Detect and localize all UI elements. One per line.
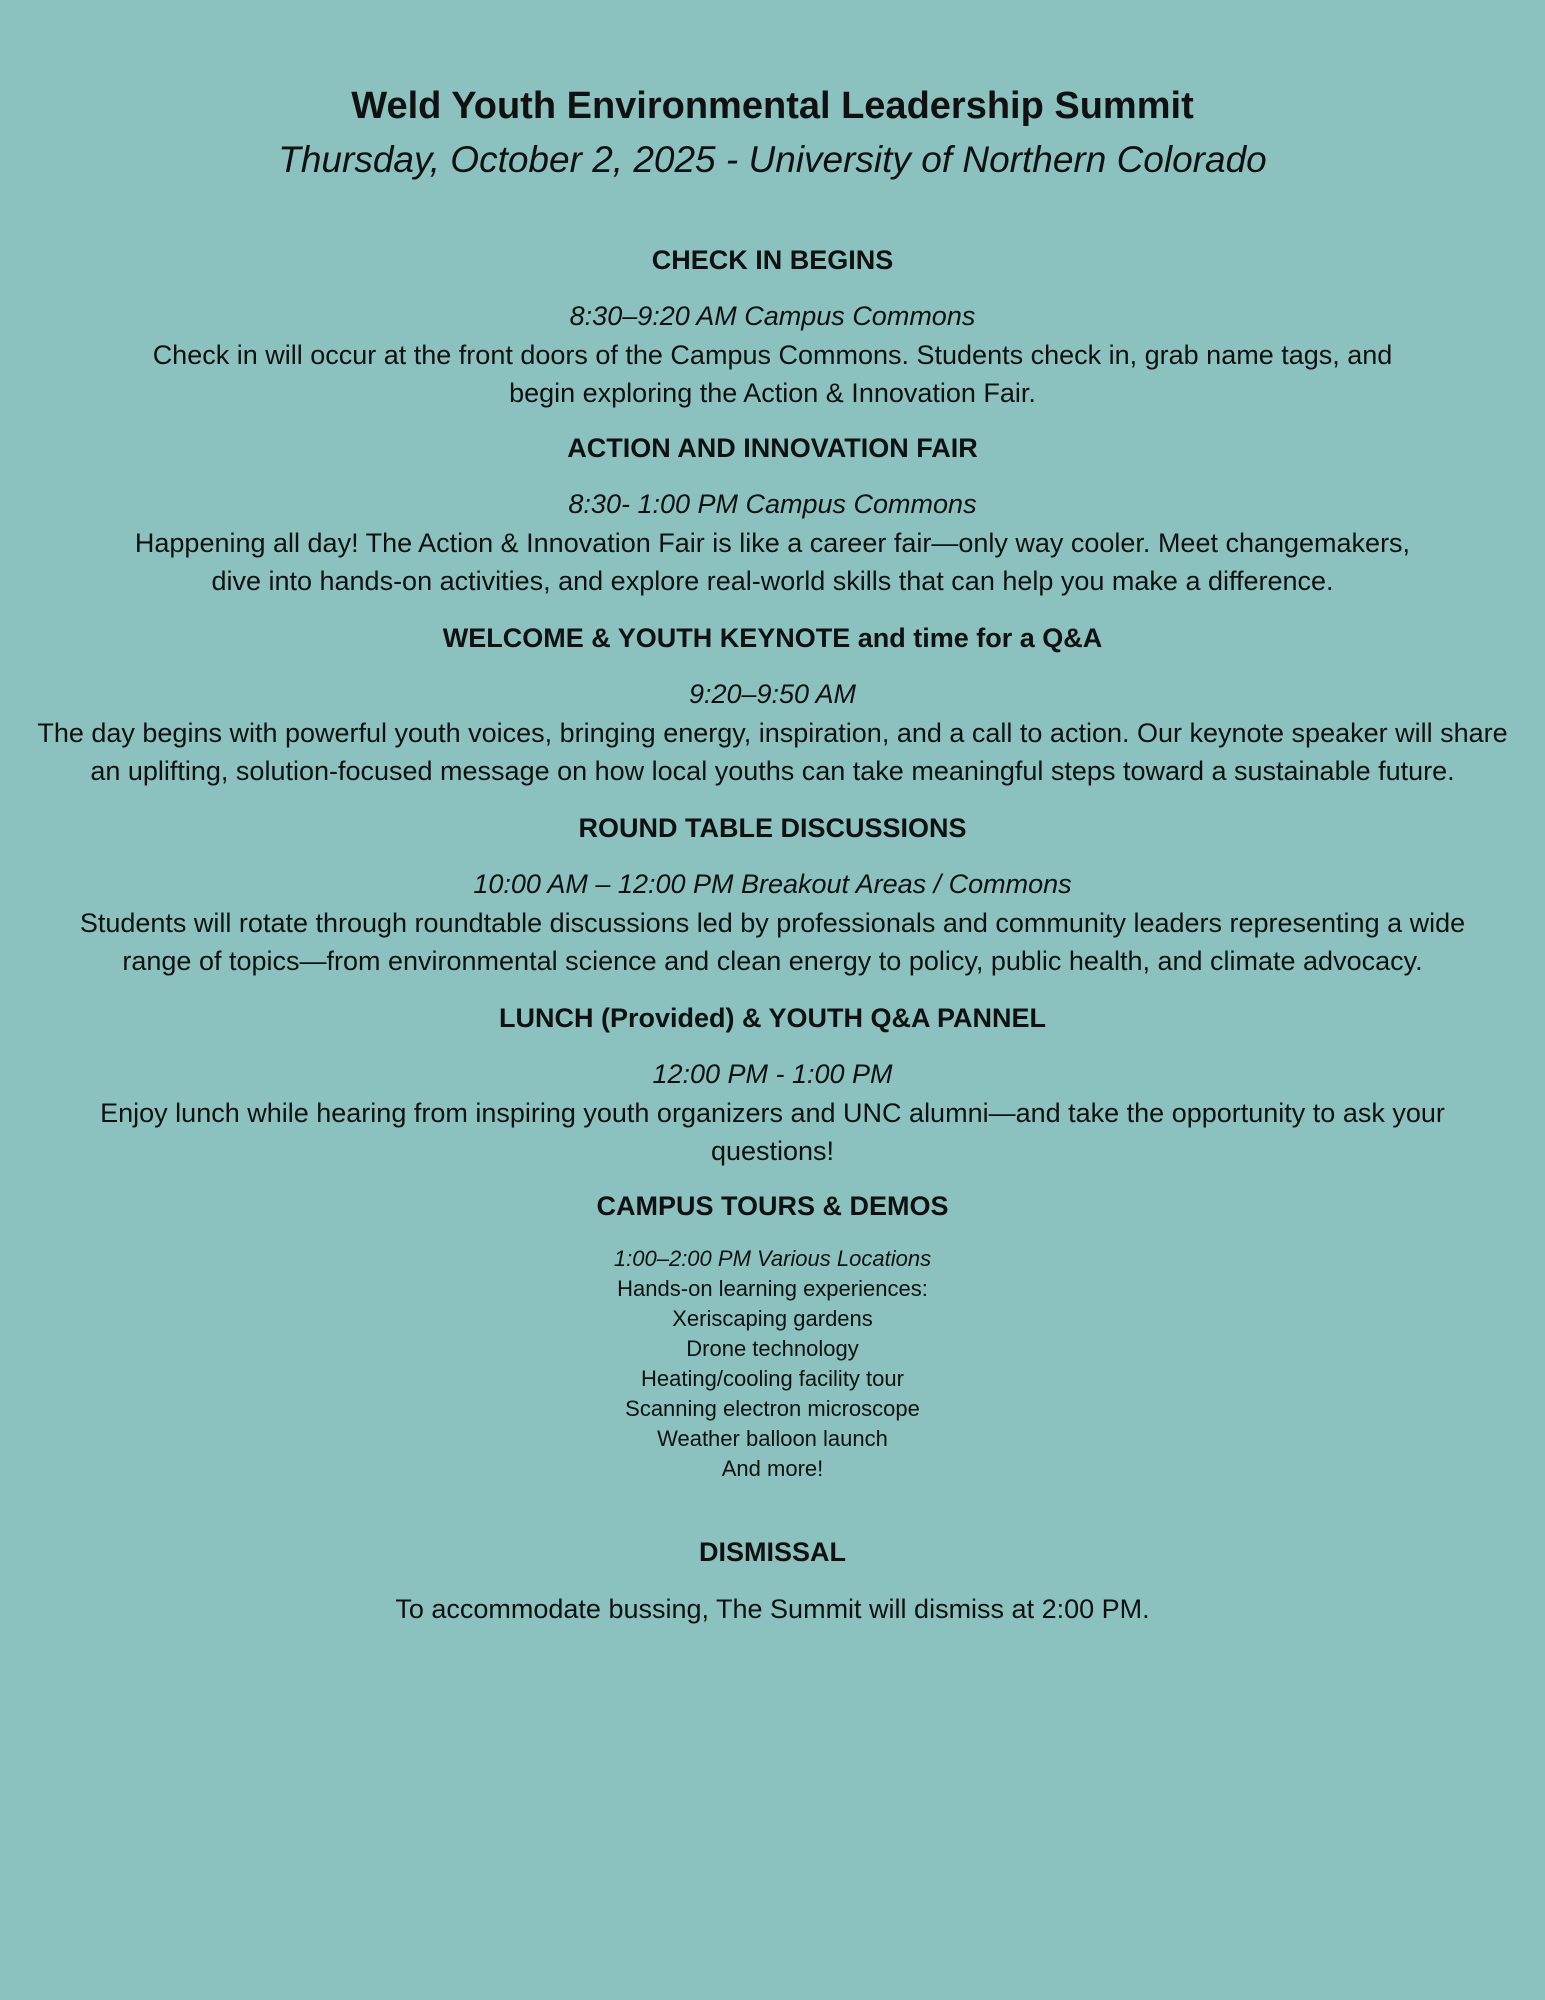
- section-heading: WELCOME & YOUTH KEYNOTE and time for a Q&A: [442, 623, 1103, 653]
- section-heading: CHECK IN BEGINS: [651, 245, 894, 275]
- list-item: Hands-on learning experiences:: [617, 1276, 928, 1301]
- section-time: 1:00–2:00 PM Various Locations: [613, 1246, 932, 1271]
- section-lunch-panel: [43, 1000, 1503, 1170]
- section-time: 8:30- 1:00 PM Campus Commons: [568, 489, 977, 519]
- section-time: 10:00 AM – 12:00 PM Breakout Areas / Commons: [473, 869, 1072, 899]
- section-time: 9:20–9:50 AM: [688, 679, 857, 709]
- list-item: Drone technology: [686, 1336, 859, 1361]
- section-description: Check in will occur at the front doors of the Campus Commons. Students check in, grab name tags, and begin exploring the Action & Innovation Fair.: [152, 340, 1393, 408]
- section-description: To accommodate bussing, The Summit will dismiss at 2:00 PM.: [395, 1594, 1150, 1624]
- section-description: Enjoy lunch while hearing from inspiring youth organizers and UNC alumni—and take the opportunity to ask your questions!: [100, 1098, 1445, 1166]
- page-title: Weld Youth Environmental Leadership Summit: [351, 85, 1194, 127]
- page-subtitle: Thursday, October 2, 2025 - University of Northern Colorado: [278, 139, 1267, 180]
- list-item: Scanning electron microscope: [625, 1396, 920, 1421]
- section-heading: CAMPUS TOURS & DEMOS: [596, 1191, 949, 1221]
- list-item: Heating/cooling facility tour: [641, 1366, 904, 1391]
- section-time: 8:30–9:20 AM Campus Commons: [569, 301, 976, 331]
- list-item: Weather balloon launch: [657, 1426, 888, 1451]
- section-round-table: [43, 810, 1503, 980]
- section-description: Happening all day! The Action & Innovation Fair is like a career fair—only way cooler. Meet changemakers, dive into hands-on activities, and explore real-world skills that can help you make a difference.: [134, 528, 1411, 596]
- section-campus-tours: [123, 1188, 1423, 1484]
- section-check-in: [123, 242, 1423, 412]
- section-welcome-keynote: [33, 620, 1513, 790]
- section-dismissal: [123, 1534, 1423, 1628]
- list-item: And more!: [721, 1456, 824, 1481]
- section-heading: ACTION AND INNOVATION FAIR: [567, 433, 978, 463]
- section-heading: DISMISSAL: [698, 1537, 846, 1567]
- section-time: 12:00 PM - 1:00 PM: [652, 1059, 893, 1089]
- section-heading: LUNCH (Provided) & YOUTH Q&A PANNEL: [498, 1003, 1046, 1033]
- list-item: Xeriscaping gardens: [672, 1306, 873, 1331]
- section-heading: ROUND TABLE DISCUSSIONS: [578, 813, 967, 843]
- section-description: The day begins with powerful youth voices, bringing energy, inspiration, and a call to action. Our keynote speaker will share an uplifting, solution-focused message on how local youths can take meaningful steps toward a sustainable future.: [37, 718, 1508, 786]
- section-description: Students will rotate through roundtable discussions led by professionals and community leaders representing a wide range of topics—from environmental science and clean energy to policy, public health, and climate advocacy.: [79, 908, 1466, 976]
- section-innovation-fair: [123, 430, 1423, 600]
- tour-list: [123, 1274, 1423, 1484]
